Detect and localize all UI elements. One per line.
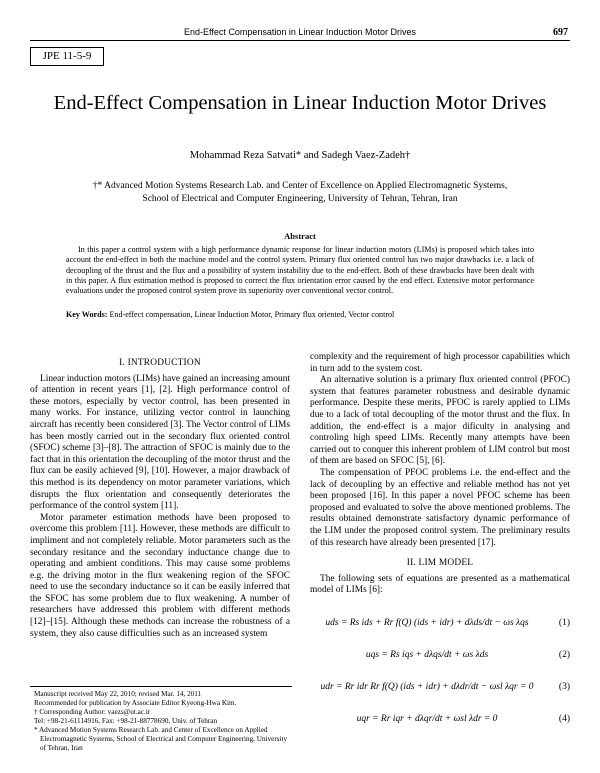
author-list: Mohammad Reza Satvati* and Sadegh Vaez-Zadeh† bbox=[189, 150, 411, 161]
running-header bbox=[30, 27, 570, 41]
equation-number: (2) bbox=[558, 650, 570, 660]
equation bbox=[310, 640, 570, 672]
affiliation bbox=[40, 180, 560, 206]
section-heading-lim-model: II. LIM MODEL bbox=[406, 558, 474, 569]
journal-code-box: JPE 11-5-9 bbox=[30, 47, 104, 66]
section-heading-introduction: I. INTRODUCTION bbox=[119, 358, 201, 368]
footnote: Recommended for publication by Associate Editor Kyeong-Hwa Kim. bbox=[34, 699, 237, 707]
keywords-label: Key Words: bbox=[66, 310, 108, 319]
body-paragraph: Motor parameter estimation methods have been proposed to overcome this problem [11]. However, these methods are difficult to impliment and not completely reliable. Motor parameters such as the secondary resitance and the secondary inductance change due to operating and ambient conditions. This may cause some problems e.g. the driving motor in the flux weakening region of the SFOC need to use the secondary inductance so it can be easily inferred that the SFOC has some problem due to flux weakening. A number of researchers have addressed this problem with different methods [12]–[15]. Although these methods can increase the robustness of a system, they also cause difficulties such as an increased system bbox=[30, 512, 290, 639]
footnote: Manuscript received May 22, 2010; revised Mar. 14, 2011 bbox=[34, 690, 202, 698]
equation bbox=[310, 608, 570, 640]
body-paragraph: Linear induction motors (LIMs) have gained an increasing amount of attention in recent years [1], [2]. High performance control of these motors, especially by vector control, has been presented in many works. For instance, utilizing vector control in launching aircraft has recently been considered [3]. The Vector control of LIMs has been mostly carried out in the secondary flux oriented control (SFOC) scheme [3]–[8]. The attraction of SFOC is mainly due to the fact that in this orientation the decoupling of the motor thrust and the flux can be easily achieved [9], [10]. However, a major drawback of this method is its dependency on motor parameter variations, which disrupts the flux orientation and consequently deteriorates the performance of the control system [11]. bbox=[30, 373, 290, 512]
page-number: 697 bbox=[553, 27, 568, 38]
equation-expression: uds = Rs ids + Rr f(Q) (ids + idr) + dλds/dt − ωs λqs bbox=[325, 618, 529, 628]
abstract-text: In this paper a control system with a high performance dynamic response for linear induction motors (LIMs) is proposed which takes into account the end-effect in both the machine model and the control system. Primary flux oriented control has two major drawbacks i.e. a lack of decoupling of the thrust and the flux and a possibility of system instability due to the end-effect. Both of these drawbacks have been dealt with in this paper. A flux estimation method is proposed to correct the flux orientation error caused by the end effect. Extensive motor performance evaluations under the proposed control system prove its superiority over conventional vector control. bbox=[66, 245, 534, 296]
equation-expression: uqr = Rr iqr + dλqr/dt + ωsl λdr = 0 bbox=[356, 714, 498, 724]
running-title: End-Effect Compensation in Linear Induction Motor Drives bbox=[184, 27, 416, 37]
equation-number: (4) bbox=[558, 714, 570, 724]
body-paragraph: An alternative solution is a primary flux oriented control (PFOC) system that features parameter robustness and desirable dynamic performance. Despite these merits, PFOC is rarely applied to LIMs due to a lack of total decoupling of the motor thrust and the flux. In addition, the end-effect is a major dificulty in analysing and controling high speed LIMs. Recently many attempts have been carried out to conquer this inherent problem of LIM control but most of them are based on SFOC [5], [6]. bbox=[310, 375, 570, 467]
footnote: Tel: +98-21-61114916, Fax: +98-21-88778690, Univ. of Tehran bbox=[34, 717, 218, 725]
footnote: * Advanced Motion Systems Research Lab. and Center of Excellence on Applied Electromagnetic Systems, School of Electrical and Computer Engineering, University of Tehran, Iran bbox=[34, 726, 288, 752]
footnote: † Corresponding Author: vaezs@ut.ac.ir bbox=[34, 708, 151, 716]
right-column bbox=[310, 352, 570, 597]
body-paragraph: The compensation of PFOC problems i.e. the end-effect and the lack of decoupling by an effective and reliable method has not yet been proposed [16]. In this paper a novel PFOC scheme has been proposed and evaluated to solve the above mentioned problems. The results obtained demonstrate satisfactory dynamic performance of the LIM under the proposed control system. The preliminary results of this research have already been presented [17]. bbox=[310, 467, 570, 548]
equation-number: (1) bbox=[558, 618, 570, 628]
left-column bbox=[30, 358, 290, 640]
affiliation-line: †* Advanced Motion Systems Research Lab. and Center of Excellence on Applied Electromagnetic Systems, bbox=[92, 181, 508, 191]
keywords bbox=[66, 310, 534, 320]
abstract-heading: Abstract bbox=[284, 231, 316, 241]
equation-number: (3) bbox=[558, 682, 570, 692]
body-paragraph: complexity and the requirement of high processor capabilities which in turn add to the system cost. bbox=[310, 352, 570, 374]
footnotes bbox=[30, 686, 292, 753]
equation-block bbox=[310, 608, 570, 736]
equation bbox=[310, 704, 570, 736]
equation-intro: The following sets of equations are presented as a mathematical model of LIMs [6]: bbox=[310, 573, 570, 596]
affiliation-line: School of Electrical and Computer Engineering, University of Tehran, Tehran, Iran bbox=[142, 194, 458, 204]
equation-expression: uqs = Rs iqs + dλqs/dt + ωs λds bbox=[365, 650, 489, 660]
equation bbox=[310, 672, 570, 704]
equation-expression: udr = Rr idr Rr f(Q) (ids + idr) + dλdr/dt − ωsl λqr = 0 bbox=[320, 682, 534, 692]
paper-title: End-Effect Compensation in Linear Induction Motor Drives bbox=[53, 92, 547, 114]
keywords-text: End-effect compensation, Linear Induction Motor, Primary flux oriented, Vector control bbox=[109, 310, 395, 319]
